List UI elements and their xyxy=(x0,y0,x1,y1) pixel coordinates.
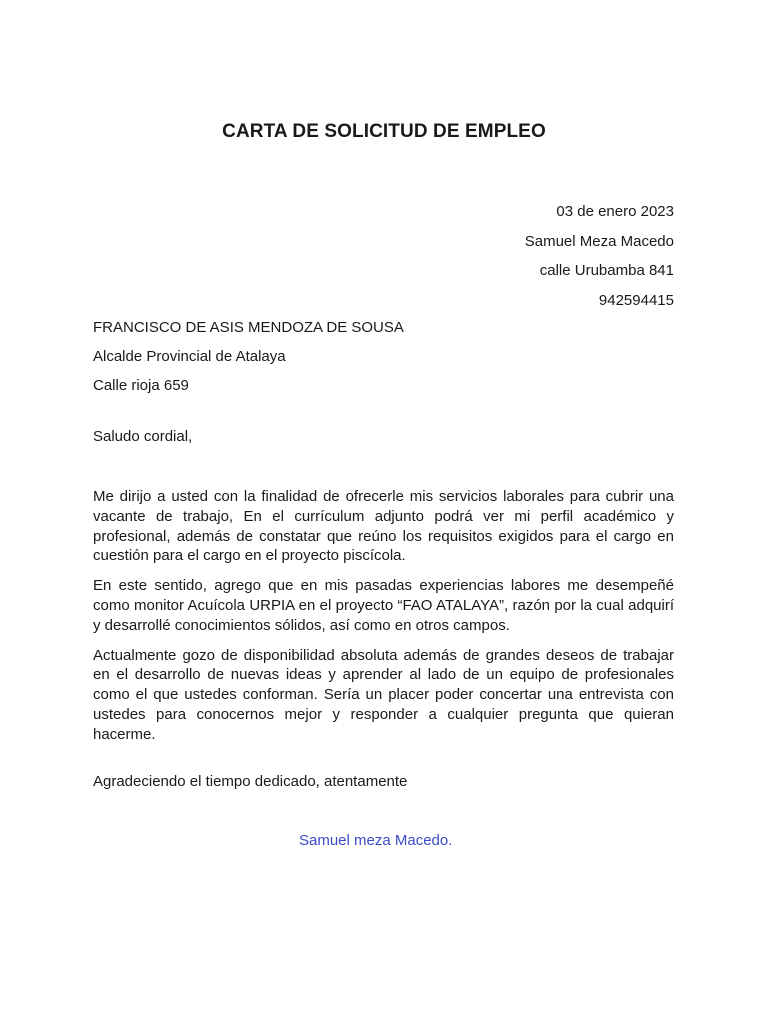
greeting: Saludo cordial, xyxy=(93,428,193,445)
closing-line: Agradeciendo el tiempo dedicado, atentamente xyxy=(93,773,408,790)
document-title: CARTA DE SOLICITUD DE EMPLEO xyxy=(222,121,546,142)
body-paragraph: En este sentido, agrego que en mis pasadas experiencias labores me desempeñé como monitor Acuícola URPIA en el proyecto “FAO ATALAYA”, razón por la cual adquirí y desarrollé conocimientos sólidos, así como en otros campos. xyxy=(93,577,674,634)
sender-phone: 942594415 xyxy=(598,291,674,309)
recipient-position: Alcalde Provincial de Atalaya xyxy=(93,348,286,365)
signature: Samuel meza Macedo. xyxy=(299,832,453,849)
recipient-address: Calle rioja 659 xyxy=(93,377,189,394)
body-paragraph: Me dirijo a usted con la finalidad de ofrecerle mis servicios laborales para cubrir una vacante de trabajo, En el currículum adjunto podrá ver mi perfil académico y profesional, además de constatar que reúno los requisitos exigidos para el cargo en cuestión para el cargo en el proyecto piscícola. xyxy=(93,488,674,565)
recipient-block xyxy=(93,313,404,400)
letter-date: 03 de enero 2023 xyxy=(556,203,674,220)
sender-address: calle Urubamba 841 xyxy=(539,262,674,280)
sender-block xyxy=(525,197,674,315)
body-paragraph: Actualmente gozo de disponibilidad absoluta además de grandes deseos de trabajar en el desarrollo de nuevas ideas y aprender al lado de un equipo de profesionales como el que ustedes conforman. Sería un placer poder concertar una entrevista con ustedes para conocernos mejor y responder a cualquier pregunta que quieran hacerme. xyxy=(93,646,674,743)
sender-name: Samuel Meza Macedo xyxy=(524,232,674,250)
letter-body xyxy=(93,487,674,755)
recipient-name: FRANCISCO DE ASIS MENDOZA DE SOUSA xyxy=(93,319,404,336)
